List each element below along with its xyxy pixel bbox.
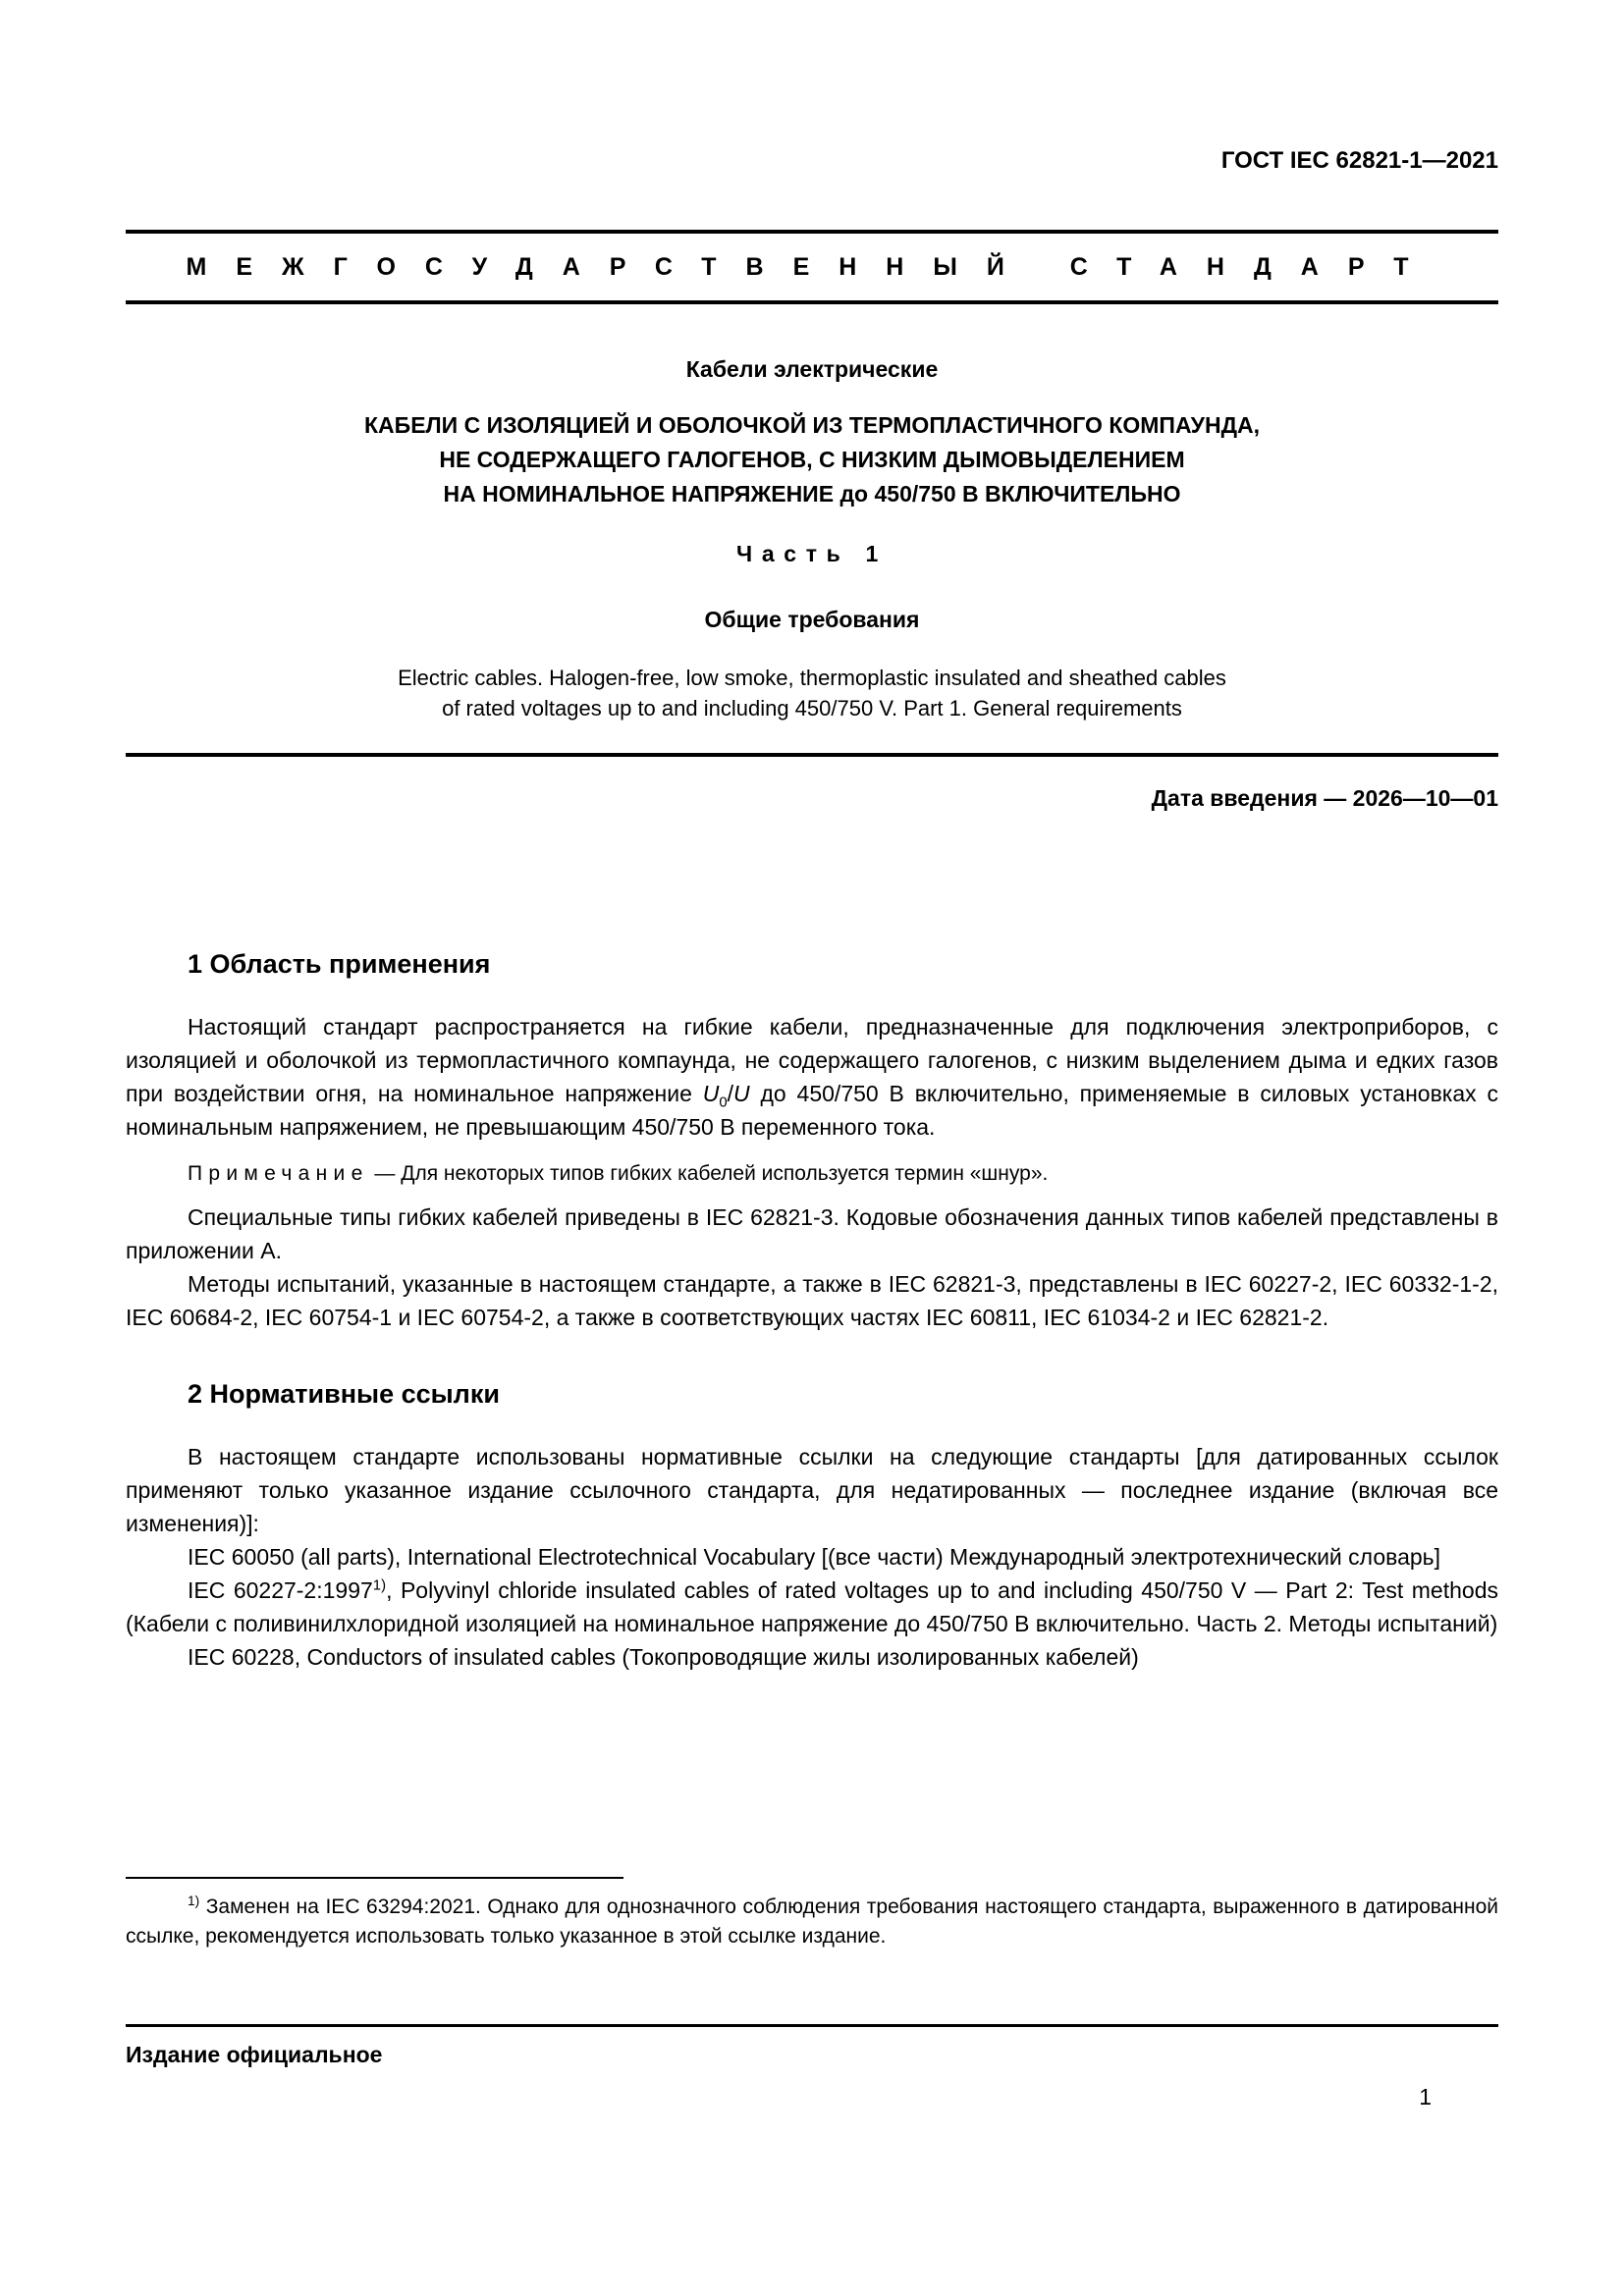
footnote-marker: 1) <box>372 1576 387 1594</box>
subtitle: Общие требования <box>704 607 920 632</box>
title-divider <box>126 753 1498 757</box>
english-title-line-1: Electric cables. Halogen-free, low smoke, thermoplastic insulated and sheathed cables <box>398 666 1226 690</box>
english-title-line-2: of rated voltages up to and including 450/750 V. Part 1. General requirements <box>442 696 1182 721</box>
scope-paragraph-2: Специальные типы гибких кабелей приведены в IEC 62821-3. Кодовые обозначения данных типов кабелей представлены в приложении А. <box>126 1204 1498 1263</box>
english-title <box>126 663 1498 723</box>
normative-reference-2 <box>126 1574 1498 1640</box>
footnote-block <box>126 1877 1498 1951</box>
voltage-separator: / <box>727 1081 734 1106</box>
main-title-line-1: КАБЕЛИ С ИЗОЛЯЦИЕЙ И ОБОЛОЧКОЙ ИЗ ТЕРМОПЛАСТИЧНОГО КОМПАУНДА, <box>364 412 1260 438</box>
page-content <box>126 0 1498 1674</box>
banner-text: МЕЖГОСУДАРСТВЕННЫЙ СТАНДАРТ <box>186 253 1438 281</box>
normative-intro-paragraph: В настоящем стандарте использованы нормативные ссылки на следующие стандарты [для датированных ссылок применяют только указанное издание ссылочного стандарта, для недатированных — последнее издание (включая все изменения)]: <box>126 1444 1498 1536</box>
footnote-text <box>126 1893 1498 1951</box>
note-label: Примечание <box>188 1162 369 1185</box>
group-title: Кабели электрические <box>685 356 939 382</box>
footnote-body: Заменен на IEC 63294:2021. Однако для однозначного соблюдения требования настоящего стандарта, выраженного в датированной ссылке, рекомендуется использовать только указанное в этой ссылке издание. <box>126 1896 1498 1948</box>
scope-note <box>126 1159 1498 1189</box>
footnote-divider <box>126 1877 623 1879</box>
main-title-line-3: НА НОМИНАЛЬНОЕ НАПРЯЖЕНИЕ до 450/750 В ВКЛЮЧИТЕЛЬНО <box>443 481 1181 507</box>
scope-text-continued: до 450/750 В включительно, применяемые в силовых установках с номинальным напряжением, не превышающим 450/750 В переменного тока. <box>126 1081 1499 1140</box>
scope-paragraph-3: Методы испытаний, указанные в настоящем стандарте, а также в IEC 62821-3, представлены в IEC 60227-2, IEC 60332-1-2, IEC 60684-2, IEC 60754-1 и IEC 60754-2, а также в соответствующих частях IEC 60811, IEC 61034-2 и IEC 62821-2. <box>126 1271 1498 1330</box>
scope-paragraph-1 <box>126 1010 1498 1144</box>
section-1-heading: 1 Область применения <box>188 949 491 979</box>
footer-divider <box>126 2024 1498 2027</box>
voltage-symbol-u: U <box>733 1081 750 1106</box>
note-text: — Для некоторых типов гибких кабелей используется термин «шнур». <box>374 1162 1049 1185</box>
page-number: 1 <box>1419 2084 1432 2109</box>
standard-type-banner <box>126 230 1498 304</box>
scope-text: Настоящий стандарт распространяется на гибкие кабели, предназначенные для подключения электроприборов, с изоляцией и оболочкой из термопластичного компаунда, не содержащего галогенов, с низким выделением дыма и едких газов при воздействии огня, на номинальное напряжение <box>126 1014 1498 1106</box>
edition-label: Издание официальное <box>126 2042 383 2067</box>
doc-number: ГОСТ IEC 62821-1—2021 <box>1220 147 1498 174</box>
main-title <box>126 408 1498 511</box>
reference-code: IEC 60227-2:1997 <box>188 1577 373 1603</box>
reference-text: , Polyvinyl chloride insulated cables of rated voltages up to and including 450/750 V — Part 2: Test methods (Кабели с поливинилхлоридной изоляцией на номинальное напряжение до 450/750 В включительно. Часть 2. Методы испытаний) <box>126 1577 1498 1636</box>
main-title-line-2: НЕ СОДЕРЖАЩЕГО ГАЛОГЕНОВ, С НИЗКИМ ДЫМОВЫДЕЛЕНИЕМ <box>439 447 1185 472</box>
introduction-date: Дата введения — 2026—10—01 <box>1151 785 1498 811</box>
normative-reference-1: IEC 60050 (all parts), International Electrotechnical Vocabulary [(все части) Международный электротехнический словарь] <box>188 1544 1441 1570</box>
part-label: Часть 1 <box>736 541 888 566</box>
page-footer <box>126 2024 1498 2068</box>
voltage-subscript: 0 <box>719 1094 728 1111</box>
voltage-symbol-u0: U <box>702 1081 720 1106</box>
footnote-marker: 1) <box>188 1894 200 1908</box>
section-2-heading: 2 Нормативные ссылки <box>188 1379 500 1409</box>
normative-reference-3: IEC 60228, Conductors of insulated cables (Токопроводящие жилы изолированных кабелей) <box>188 1644 1139 1670</box>
